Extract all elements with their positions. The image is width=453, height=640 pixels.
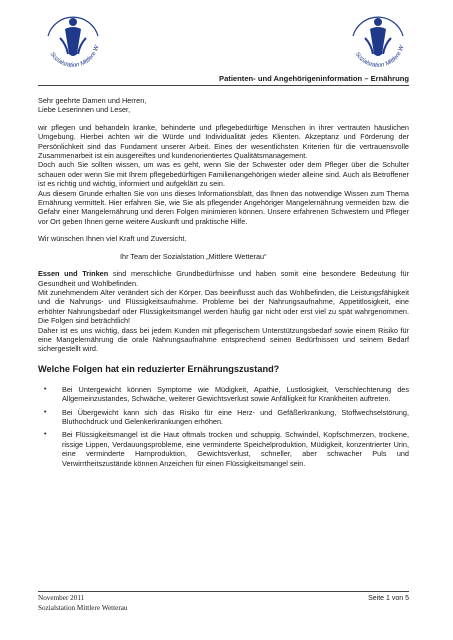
bullet-icon: • bbox=[44, 385, 47, 393]
intro-paragraph-2: Mit zunehmendem Alter verändert sich der Körper. Das beeinflusst auch das Wohlbefinden, die Leistungsfähigkeit und die Nahrungs- und Flüssigkeitsaufnahme. Probleme bei der Nahrungsaufnahme, Appetitlosigkeit, eine erhöhter Nahrungsbedarf oder Flüssigkeitsmangel werden häufig gar nicht oder erst viel zu spät wahrgenommen. Die Folgen sind beträchtlich! bbox=[38, 287, 409, 326]
logo-right-text: Sozialstation Mittlere W bbox=[353, 45, 406, 69]
footer-org: Sozialstation Mittlere Wetterau bbox=[38, 603, 128, 612]
sozialstation-logo-right bbox=[343, 8, 413, 70]
footer-left bbox=[38, 594, 128, 613]
letter-signature: Ihr Team der Sozialstation „Mittlere Wetterau“ bbox=[120, 251, 267, 261]
intro-paragraph-1-text: sind menschliche Grundbedürfnisse und haben somit eine besondere Bedeutung für Gesundheit und Wohlbefinden. bbox=[38, 269, 409, 288]
letter-wish: Wir wünschen Ihnen viel Kraft und Zuversicht. bbox=[38, 234, 187, 244]
section-heading: Welche Folgen hat ein reduzierter Ernährungszustand? bbox=[38, 363, 280, 374]
bullet-icon: • bbox=[44, 431, 47, 439]
list-item bbox=[38, 385, 409, 404]
logo-left-text: Sozialstation Mittlere W bbox=[48, 45, 101, 69]
letter-paragraph-2: Doch auch Sie sollten wissen, um was es geht, wenn Sie der Schwester oder dem Pfleger über die Schulter schauen oder wenn Sie mit Ihrem pflegebedürftigen Familienangehörigen wieder alleine sind. Auch als Betroffener ist es richtig und wichtig, informiert und aufgeklärt zu sein. bbox=[38, 160, 409, 189]
list-item bbox=[38, 430, 409, 468]
header-title: Patienten- und Angehörigeninformation – Ernährung bbox=[219, 74, 409, 83]
list-item-text: Bei Übergewicht kann sich das Risiko für eine Herz- und Gefäßerkrankung, Stoffwechselstörung, Bluthochdruck und Gelenkerkrankungen erhöhen. bbox=[62, 407, 409, 426]
intro-paragraph-1 bbox=[38, 269, 409, 288]
list-item-text: Bei Untergewicht können Symptome wie Müdigkeit, Apathie, Lustlosigkeit, Verschlechterung des Allgemeinzustandes, Schwäche, weiterer Gewichtsverlust sowie Anfälligkeit für Krankheiten auftreten. bbox=[62, 384, 409, 404]
consequences-list bbox=[38, 385, 409, 468]
letter-paragraph-3: Aus diesem Grunde erhalten Sie von uns dieses Informationsblatt, das Ihnen das notwendige Wissen zum Thema Ernährung vermittelt. Hier erfahren Sie, wie Sie als pflegender Angehöriger Mangelernährung vermeiden bzw. die Gefahr einer Mangelernährung und deren Folgen minimieren können. Unsere erfahrenen Schwestern und Pfleger vor Ort geben Ihnen gerne weitere Auskunft und praktische Hilfe. bbox=[38, 188, 409, 226]
salutation-1: Sehr geehrte Damen und Herren, bbox=[38, 96, 147, 105]
intro-paragraph-3: Daher ist es uns wichtig, dass bei jedem Kunden mit pflegerischem Unterstützungsbedarf sowie einem Risiko für eine Mangelernährung die orale Nahrungsaufnahme entsprechend seinen Bedürfnissen und seinem Bedarf sichergestellt wird. bbox=[38, 325, 409, 354]
sozialstation-logo-left bbox=[38, 8, 108, 70]
document-body bbox=[38, 96, 409, 472]
list-item bbox=[38, 408, 409, 427]
salutation-2: Liebe Leserinnen und Leser, bbox=[38, 105, 131, 115]
footer-page-number: Seite 1 von 5 bbox=[368, 595, 409, 602]
footer-divider bbox=[38, 591, 409, 592]
header-divider bbox=[38, 85, 409, 86]
intro-bold-lead: Essen und Trinken bbox=[38, 269, 109, 279]
footer-date: November 2011 bbox=[38, 594, 85, 602]
letter-paragraph-1: wir pflegen und behandeln kranke, behinderte und pflegebedürftige Menschen in ihrer vertrauten häuslichen Umgebung. Hierbei achten wir die Würde und Individualität jedes Klienten. Akzeptanz und Förderung der Persönlichkeit sind das Fundament unserer Arbeit. Eines der wesentlichsten Kriterien für die vertrauensvolle Zusammenarbeit ist ein ausgereiftes und kundenorientiertes Qualitätsmanagement. bbox=[38, 122, 409, 161]
list-item-text: Bei Flüssigkeitsmangel ist die Haut oftmals trocken und schuppig. Schwindel, Kopfschmerzen, trockene, rissige Lippen, Verdauungsprobleme, eine verminderte Speichelproduktion, Müdigkeit, konzentrierter Urin, eine verminderte Harnproduktion, Gewichtsverlust, schneller, aber schwacher Puls und Verwirrtheitszustände können Anzeichen für einen Flüssigkeitsmangel sein. bbox=[62, 430, 409, 468]
bullet-icon: • bbox=[44, 408, 47, 416]
